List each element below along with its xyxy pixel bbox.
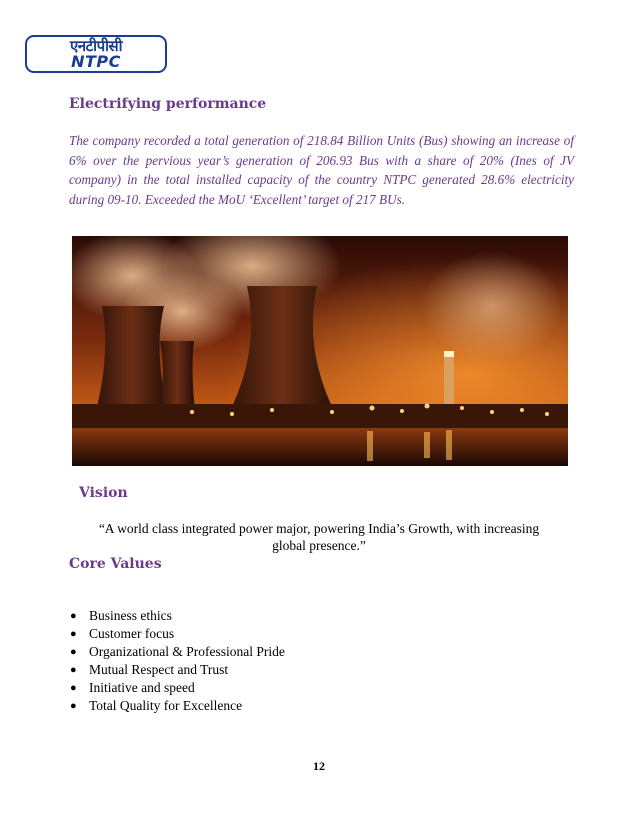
core-values-heading: Core Values: [69, 556, 162, 572]
bullet-icon: ●: [70, 700, 77, 712]
core-values-list: [70, 607, 285, 715]
core-value-label: Business ethics: [89, 608, 172, 623]
list-item: [70, 643, 285, 661]
logo-hindi-text: एनटीपीसी: [70, 37, 122, 55]
bullet-icon: ●: [70, 682, 77, 694]
list-item: [70, 625, 285, 643]
bullet-icon: ●: [70, 628, 77, 640]
core-value-label: Customer focus: [89, 626, 175, 641]
core-value-label: Organizational & Professional Pride: [89, 644, 285, 659]
list-item: [70, 607, 285, 625]
list-item: [70, 679, 285, 697]
logo-english-text: NTPC: [71, 52, 121, 71]
vision-heading: Vision: [79, 485, 128, 501]
list-item: [70, 661, 285, 679]
bullet-icon: ●: [70, 646, 77, 658]
vision-statement: “A world class integrated power major, powering India’s Growth, with increasing global presence.”: [98, 521, 540, 553]
performance-paragraph: The company recorded a total generation of 218.84 Billion Units (Bus) showing an increase of 6% over the pervious year’s generation of 206.93 Bus with a share of 20% (Ines of JV company) in the total installed capacity of the country NTPC generated 28.6% electricity during 09-10. Exceeded the MoU ‘Excellent’ target of 217 BUs.: [69, 133, 574, 207]
page-number: 12: [313, 759, 325, 773]
core-value-label: Mutual Respect and Trust: [89, 662, 229, 677]
section-title: Electrifying performance: [69, 96, 267, 112]
bullet-icon: ●: [70, 664, 77, 676]
power-plant-photo: [72, 236, 568, 466]
core-value-label: Initiative and speed: [89, 680, 195, 695]
core-value-label: Total Quality for Excellence: [89, 698, 243, 713]
bullet-icon: ●: [70, 610, 77, 622]
list-item: [70, 697, 285, 715]
ntpc-logo: [25, 35, 167, 73]
